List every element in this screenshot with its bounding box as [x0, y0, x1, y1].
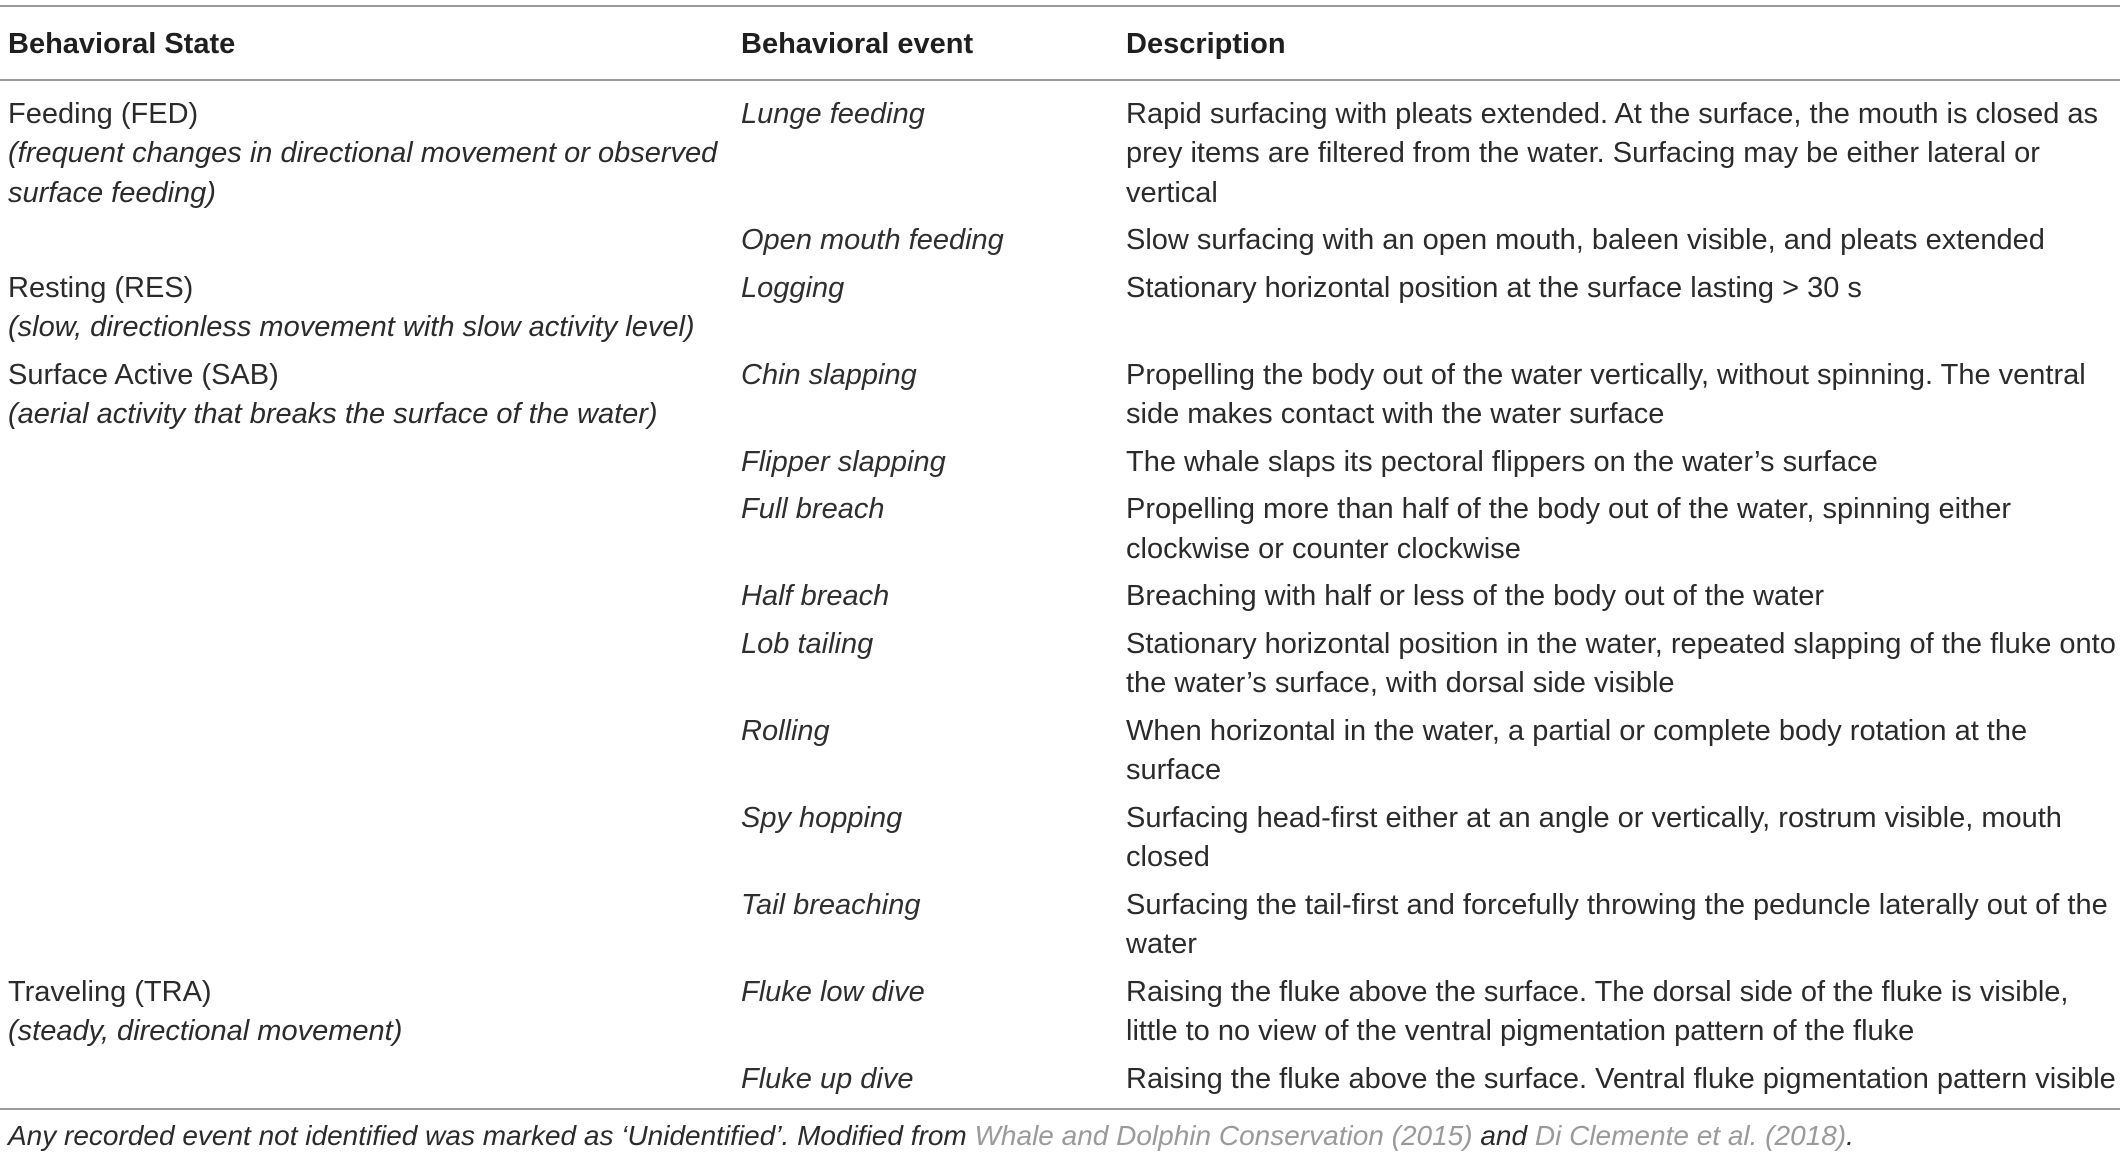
behavioral-state-cell	[0, 577, 733, 625]
behavioral-event-cell: Fluke low dive	[741, 975, 925, 1008]
behavioral-state-cell	[0, 799, 733, 886]
table-row	[0, 1060, 2120, 1112]
table-row	[0, 356, 2120, 443]
behavioral-event-cell: Half breach	[741, 580, 890, 612]
header-description: Description	[1126, 28, 1286, 60]
behavioral-state-cell	[0, 221, 733, 269]
table-row	[0, 269, 2120, 356]
table-row	[0, 625, 2120, 712]
description-cell: Propelling more than half of the body out of the water, spinning either clockwise or counter clockwise	[1126, 493, 2012, 565]
table-row	[0, 799, 2120, 886]
table-row	[0, 221, 2120, 269]
state-name: Traveling (TRA)	[8, 975, 212, 1008]
behavioral-state-cell	[0, 443, 733, 491]
footnote-reference-link[interactable]: Di Clemente et al. (2018)	[1534, 1120, 1847, 1151]
behavioral-event-cell: Chin slapping	[741, 358, 917, 391]
description-cell: The whale slaps its pectoral flippers on the water’s surface	[1126, 445, 1878, 478]
behavior-table	[0, 5, 2120, 1111]
behavioral-state-cell	[0, 356, 733, 443]
behavioral-state-cell	[0, 80, 733, 222]
behavioral-event-cell: Fluke up dive	[741, 1062, 914, 1095]
behavioral-event-cell: Lob tailing	[741, 627, 874, 660]
footnote-text: Any recorded event not identified was marked as ‘Unidentified’. Modified from	[8, 1120, 975, 1151]
state-name: Surface Active (SAB)	[8, 358, 279, 391]
table-row	[0, 973, 2120, 1060]
behavioral-state-cell	[0, 269, 733, 356]
header-row	[0, 6, 2120, 80]
description-cell: Surfacing head-first either at an angle or vertically, rostrum visible, mouth closed	[1126, 801, 2062, 873]
behavioral-state-cell	[0, 490, 733, 577]
behavioral-state-cell	[0, 1060, 733, 1112]
description-cell: Stationary horizontal position at the surface lasting > 30 s	[1126, 271, 1862, 304]
description-cell: Surfacing the tail-first and forcefully throwing the peduncle laterally out of the water	[1126, 888, 2108, 960]
description-cell: When horizontal in the water, a partial or complete body rotation at the surface	[1126, 714, 2028, 786]
description-cell: Stationary horizontal position in the water, repeated slapping of the fluke onto the water’s surface, with dorsal side visible	[1126, 627, 2116, 699]
state-name: Feeding (FED)	[8, 97, 199, 130]
table-row	[0, 443, 2120, 491]
behavioral-state-cell	[0, 712, 733, 799]
description-cell: Breaching with half or less of the body out of the water	[1126, 580, 1825, 612]
table-row	[0, 490, 2120, 577]
behavioral-event-cell: Full breach	[741, 493, 885, 525]
state-description: (slow, directionless movement with slow activity level)	[8, 311, 695, 343]
state-description: (frequent changes in directional movement or observed surface feeding)	[8, 137, 718, 209]
footnote-reference-link[interactable]: Whale and Dolphin Conservation (2015)	[974, 1120, 1473, 1151]
description-cell: Raising the fluke above the surface. The dorsal side of the fluke is visible, little to no view of the ventral pigmentation pattern of the fluke	[1126, 975, 2069, 1047]
state-name: Resting (RES)	[8, 271, 194, 304]
table-body	[0, 80, 2120, 1112]
table-header	[0, 6, 2120, 80]
description-cell: Raising the fluke above the surface. Ventral fluke pigmentation pattern visible	[1126, 1062, 2116, 1095]
footnote-text: and	[1472, 1120, 1535, 1151]
table-row	[0, 886, 2120, 973]
state-description: (steady, directional movement)	[8, 1015, 403, 1047]
table-row	[0, 712, 2120, 799]
table-footnote	[8, 1120, 1854, 1152]
behavioral-state-cell	[0, 625, 733, 712]
behavioral-event-cell: Tail breaching	[741, 888, 921, 921]
description-cell: Propelling the body out of the water vertically, without spinning. The ventral side makes contact with the water surface	[1126, 358, 2086, 430]
footnote-text: .	[1846, 1120, 1854, 1151]
description-cell: Rapid surfacing with pleats extended. At the surface, the mouth is closed as prey items are filtered from the water. Surfacing may be either lateral or vertical	[1126, 97, 2099, 209]
state-description: (aerial activity that breaks the surface of the water)	[8, 398, 658, 430]
behavioral-event-cell: Flipper slapping	[741, 445, 946, 478]
table-row	[0, 80, 2120, 222]
behavioral-event-cell: Lunge feeding	[741, 97, 925, 130]
header-behavioral-event: Behavioral event	[741, 28, 974, 60]
table-row	[0, 577, 2120, 625]
behavioral-state-cell	[0, 973, 733, 1060]
table-bottom-rule	[0, 1108, 2120, 1110]
behavioral-event-cell: Open mouth feeding	[741, 224, 1004, 256]
description-cell: Slow surfacing with an open mouth, baleen visible, and pleats extended	[1126, 224, 2045, 256]
behavioral-event-cell: Logging	[741, 271, 845, 304]
behavioral-event-cell: Rolling	[741, 714, 830, 747]
behavioral-event-cell: Spy hopping	[741, 801, 903, 834]
behavioral-state-cell	[0, 886, 733, 973]
header-behavioral-state: Behavioral State	[8, 28, 236, 60]
